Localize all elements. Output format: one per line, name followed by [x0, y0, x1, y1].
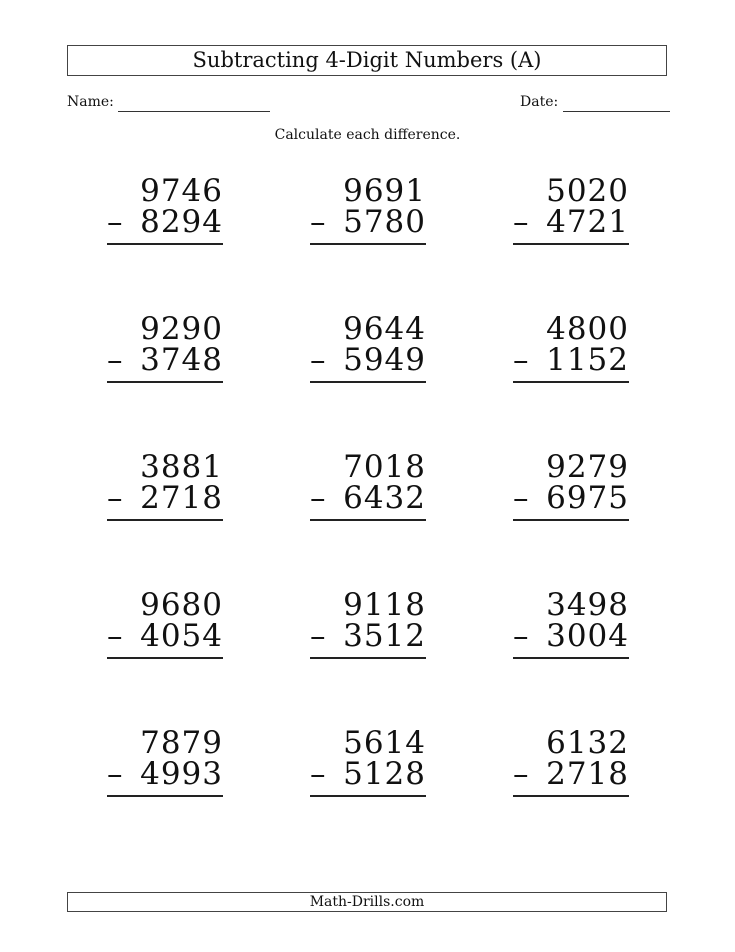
answer-line [107, 243, 223, 245]
subtrahend: 5128 [343, 756, 426, 792]
subtraction-problem [310, 450, 426, 530]
subtraction-problem [513, 726, 629, 806]
answer-line [513, 243, 629, 245]
minuend: 9290 [140, 311, 223, 347]
subtrahend: 5949 [343, 342, 426, 378]
instructions: Calculate each difference. [274, 127, 461, 143]
answer-line [107, 381, 223, 383]
answer-line [310, 243, 426, 245]
answer-line [310, 381, 426, 383]
subtrahend: 2718 [140, 480, 223, 516]
minus-sign: – [513, 756, 529, 792]
subtrahend: 1152 [546, 342, 629, 378]
subtraction-problem [107, 588, 223, 668]
worksheet-title: Subtracting 4-Digit Numbers (A) [67, 45, 667, 76]
date-label: Date: [520, 94, 559, 110]
minuend: 9691 [343, 173, 426, 209]
minus-sign: – [310, 342, 326, 378]
minuend: 7018 [343, 449, 426, 485]
minuend: 9279 [546, 449, 629, 485]
subtrahend: 8294 [140, 204, 223, 240]
minus-sign: – [513, 204, 529, 240]
minuend: 9680 [140, 587, 223, 623]
minuend: 5614 [343, 725, 426, 761]
answer-line [513, 381, 629, 383]
subtrahend: 4721 [546, 204, 629, 240]
minuend: 6132 [546, 725, 629, 761]
subtrahend: 3004 [546, 618, 629, 654]
answer-line [513, 795, 629, 797]
subtraction-problem [107, 450, 223, 530]
footer-site: Math-Drills.com [67, 892, 667, 912]
minus-sign: – [310, 618, 326, 654]
minus-sign: – [107, 204, 123, 240]
minus-sign: – [513, 618, 529, 654]
subtraction-problem [513, 312, 629, 392]
subtrahend: 6432 [343, 480, 426, 516]
subtraction-problem [310, 726, 426, 806]
subtrahend: 4054 [140, 618, 223, 654]
subtrahend: 4993 [140, 756, 223, 792]
subtraction-problem [107, 726, 223, 806]
subtraction-problem [513, 588, 629, 668]
name-label: Name: [67, 94, 114, 110]
subtraction-problem [513, 174, 629, 254]
subtrahend: 3512 [343, 618, 426, 654]
subtraction-problem [107, 174, 223, 254]
minuend: 4800 [546, 311, 629, 347]
answer-line [513, 519, 629, 521]
minuend: 9746 [140, 173, 223, 209]
subtrahend: 3748 [140, 342, 223, 378]
name-line [118, 111, 270, 112]
subtraction-problem [513, 450, 629, 530]
subtrahend: 6975 [546, 480, 629, 516]
answer-line [310, 519, 426, 521]
minuend: 3881 [140, 449, 223, 485]
answer-line [107, 519, 223, 521]
minus-sign: – [107, 618, 123, 654]
minuend: 9644 [343, 311, 426, 347]
answer-line [310, 657, 426, 659]
minus-sign: – [107, 342, 123, 378]
subtrahend: 2718 [546, 756, 629, 792]
subtraction-problem [310, 174, 426, 254]
answer-line [107, 795, 223, 797]
minuend: 3498 [546, 587, 629, 623]
minus-sign: – [513, 342, 529, 378]
minus-sign: – [107, 756, 123, 792]
minuend: 9118 [343, 587, 426, 623]
minus-sign: – [310, 204, 326, 240]
minus-sign: – [310, 480, 326, 516]
minus-sign: – [107, 480, 123, 516]
minus-sign: – [310, 756, 326, 792]
answer-line [513, 657, 629, 659]
answer-line [310, 795, 426, 797]
subtraction-problem [107, 312, 223, 392]
answer-line [107, 657, 223, 659]
date-line [563, 111, 670, 112]
minuend: 5020 [546, 173, 629, 209]
subtraction-problem [310, 312, 426, 392]
minus-sign: – [513, 480, 529, 516]
minuend: 7879 [140, 725, 223, 761]
subtraction-problem [310, 588, 426, 668]
subtrahend: 5780 [343, 204, 426, 240]
